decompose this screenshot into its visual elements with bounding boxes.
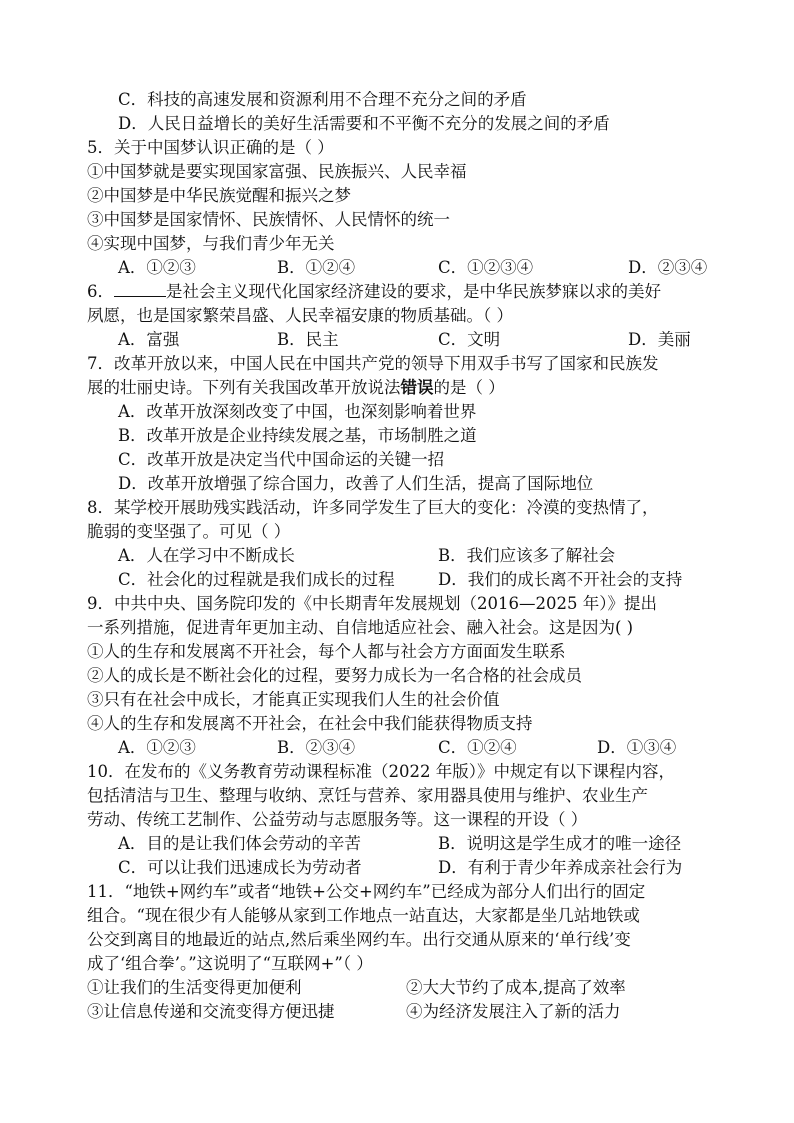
q9-option-c: C．①②④ [438, 738, 517, 757]
q8-option-a: A．人在学习中不断成长 [118, 546, 295, 565]
q7-option-b: B．改革开放是企业持续发展之基，市场制胜之道 [118, 426, 477, 445]
q10-option-c: C．可以让我们迅速成长为劳动者 [118, 858, 362, 877]
q6-stem-text: 是社会主义现代化国家经济建设的要求，是中华民族梦寐以求的美好 [166, 282, 661, 301]
q5-option-b: B．①②④ [277, 258, 356, 277]
q9-option-d: D．①③④ [597, 738, 677, 757]
q6-option-d: D．美丽 [628, 330, 691, 349]
q11-stem-line3: 公交到离目的地最近的站点,然后乘坐网约车。出行交通从原来的‘单行线’变 [87, 930, 631, 949]
q8-stem-line1: 8．某学校开展助残实践活动，许多同学发生了巨大的变化：冷漠的变热情了， [87, 498, 659, 517]
q5-item-4: ④实现中国梦，与我们青少年无关 [87, 234, 335, 253]
q10-option-a: A．目的是让我们体会劳动的辛苦 [118, 834, 361, 853]
q10-stem-line1: 10．在发布的《义务教育劳动课程标准（2022 年版）》中规定有以下课程内容， [87, 762, 675, 781]
q9-stem-line1: 9．中共中央、国务院印发的《中长期青年发展规划（2016—2025 年）》提出 [87, 594, 657, 613]
q6-number: 6． [87, 282, 114, 301]
q8-stem-line2: 脆弱的变坚强了。可见（ ） [87, 522, 291, 541]
q10-option-d: D．有利于青少年养成亲社会行为 [438, 858, 683, 877]
q8-option-d: D．我们的成长离不开社会的支持 [438, 570, 683, 589]
q9-item-2: ②人的成长是不断社会化的过程，要努力成长为一名合格的社会成员 [87, 666, 582, 685]
q11-stem-line4: 成了‘组合拳’。”这说明了“互联网+”（ ） [87, 954, 373, 973]
q5-item-2: ②中国梦是中华民族觉醒和振兴之梦 [87, 186, 351, 205]
q5-option-c: C．①②③④ [438, 258, 534, 277]
q8-option-c: C．社会化的过程就是我们成长的过程 [118, 570, 395, 589]
q7-emphasis: 错误 [400, 378, 434, 397]
q11-item-4: ④为经济发展注入了新的活力 [406, 1002, 621, 1021]
q11-stem-line1: 11．“地铁+网约车”或者“地铁+公交+网约车”已经成为部分人们出行的固定 [87, 882, 646, 901]
q7-stem-post: 的是（ ） [433, 378, 505, 397]
q6-stem-line1 [87, 280, 661, 304]
q9-option-a: A．①②③ [118, 738, 196, 757]
q7-option-a: A．改革开放深刻改变了中国，也深刻影响着世界 [118, 402, 477, 421]
q6-option-b: B．民主 [277, 330, 339, 349]
q7-option-c: C．改革开放是决定当代中国命运的关键一招 [118, 450, 445, 469]
q7-stem-line1: 7．改革开放以来，中国人民在中国共产党的领导下用双手书写了国家和民族发 [87, 354, 659, 373]
q11-stem-line2: 组合。“现在很少有人能够从家到工作地点一站直达，大家都是坐几站地铁或 [87, 906, 640, 925]
q9-stem-line2: 一系列措施，促进青年更加主动、自信地适应社会、融入社会。这是因为( ) [87, 618, 634, 637]
q10-option-b: B．说明这是学生成才的唯一途径 [438, 834, 682, 853]
q5-stem: 5．关于中国梦认识正确的是（ ） [87, 138, 334, 157]
q6-option-a: A．富强 [118, 330, 180, 349]
q7-option-d: D．改革开放增强了综合国力，改善了人们生活，提高了国际地位 [118, 474, 594, 493]
q5-item-3: ③中国梦是国家情怀、民族情怀、人民情怀的统一 [87, 210, 450, 229]
q9-item-4: ④人的生存和发展离不开社会，在社会中我们能获得物质支持 [87, 714, 533, 733]
q4-option-d: D．人民日益增长的美好生活需要和不平衡不充分的发展之间的矛盾 [118, 114, 610, 133]
q7-stem-pre: 展的壮丽史诗。下列有关我国改革开放说法 [87, 378, 401, 397]
q11-item-3: ③让信息传递和交流变得方便迅捷 [87, 1002, 335, 1021]
q10-stem-line2: 包括清洁与卫生、整理与收纳、烹饪与营养、家用器具使用与维护、农业生产 [87, 786, 648, 805]
fill-in-blank [114, 280, 166, 297]
q9-option-b: B．②③④ [277, 738, 356, 757]
q11-item-2: ②大大节约了成本,提高了效率 [406, 978, 626, 997]
q6-option-c: C．文明 [438, 330, 501, 349]
q10-stem-line3: 劳动、传统工艺制作、公益劳动与志愿服务等。这一课程的开设（ ） [87, 810, 588, 829]
q9-item-1: ①人的生存和发展离不开社会，每个人都与社会方方面面发生联系 [87, 642, 566, 661]
q5-item-1: ①中国梦就是要实现国家富强、民族振兴、人民幸福 [87, 162, 467, 181]
q8-option-b: B．我们应该多了解社会 [438, 546, 616, 565]
q5-option-d: D．②③④ [628, 258, 708, 277]
q9-item-3: ③只有在社会中成长，才能真正实现我们人生的社会价值 [87, 690, 500, 709]
q4-option-c: C．科技的高速发展和资源利用不合理不充分之间的矛盾 [118, 90, 527, 109]
q6-stem-line2: 夙愿，也是国家繁荣昌盛、人民幸福安康的物质基础。（ ） [87, 306, 513, 325]
q7-stem-line2 [87, 376, 505, 400]
q11-item-1: ①让我们的生活变得更加便利 [87, 978, 302, 997]
q5-option-a: A．①②③ [118, 258, 196, 277]
